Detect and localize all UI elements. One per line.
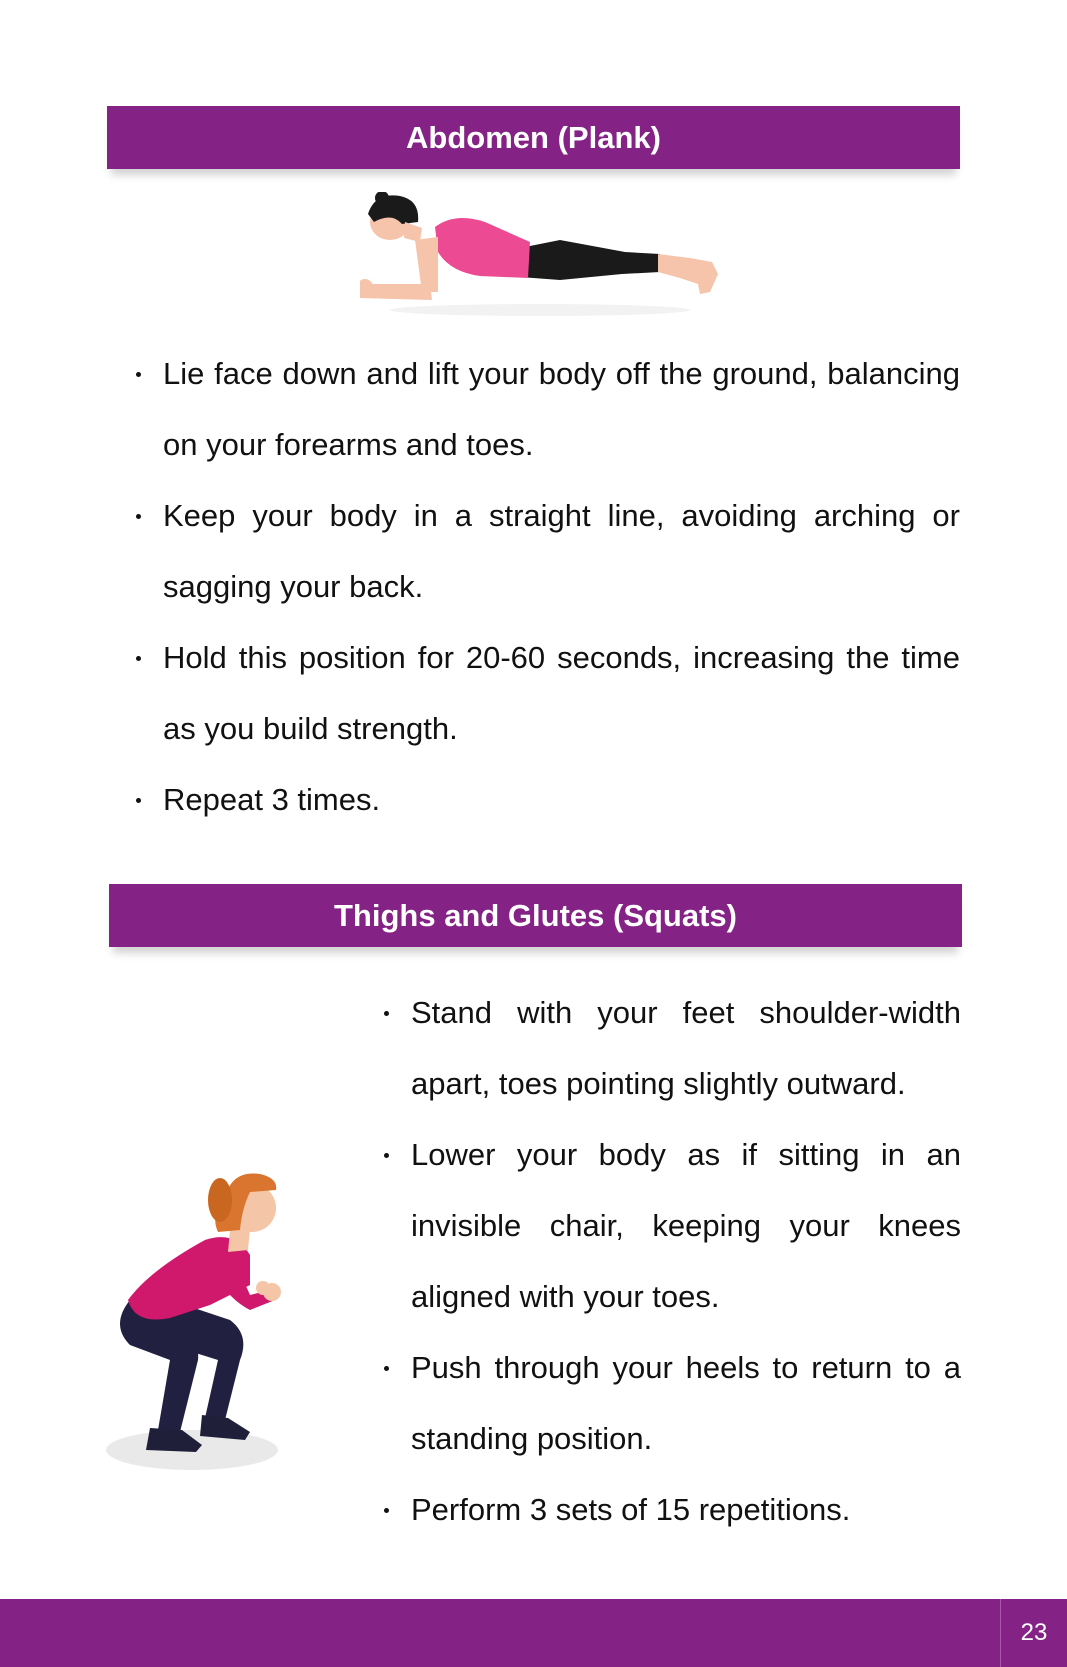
plank-illustration [360,192,725,322]
list-item-text: Lie face down and lift your body off the ground, balancing on your forearms and toes. [163,356,960,462]
list-item-text: Push through your heels to return to a standing position. [411,1350,961,1456]
list-item [411,1474,961,1545]
section-title-plank: Abdomen (Plank) [406,119,661,155]
bullet-dot [384,1011,389,1016]
list-item-text: Stand with your feet shoulder-width apart, toes pointing slightly outward. [411,995,961,1101]
bullet-dot [384,1508,389,1513]
squat-illustration [100,1160,300,1480]
section-header-plank [107,106,960,169]
section-header-squats [109,884,962,947]
list-item [411,1119,961,1332]
bullet-dot [384,1366,389,1371]
section-title-squats: Thighs and Glutes (Squats) [333,897,737,933]
list-item-text: Repeat 3 times. [163,782,381,817]
list-item-text: Lower your body as if sitting in an invisible chair, keeping your knees aligned with your toes. [411,1137,961,1314]
list-item [163,622,960,764]
bullet-dot [136,514,141,519]
list-item-text: Hold this position for 20-60 seconds, increasing the time as you build strength. [163,640,960,746]
bullet-dot [136,798,141,803]
list-item-text: Perform 3 sets of 15 repetitions. [411,1492,851,1527]
page-number: 23 [1020,1619,1048,1646]
plank-instructions-list [163,338,960,835]
list-item [163,764,960,835]
page-number-box [1000,1599,1067,1667]
bullet-dot [136,656,141,661]
list-item [163,338,960,480]
list-item [163,480,960,622]
footer-bar [0,1599,1067,1667]
list-item [411,1332,961,1474]
bullet-dot [136,372,141,377]
list-item [411,977,961,1119]
bullet-dot [384,1153,389,1158]
list-item-text: Keep your body in a straight line, avoiding arching or sagging your back. [163,498,960,604]
squat-instructions-list [411,977,961,1545]
